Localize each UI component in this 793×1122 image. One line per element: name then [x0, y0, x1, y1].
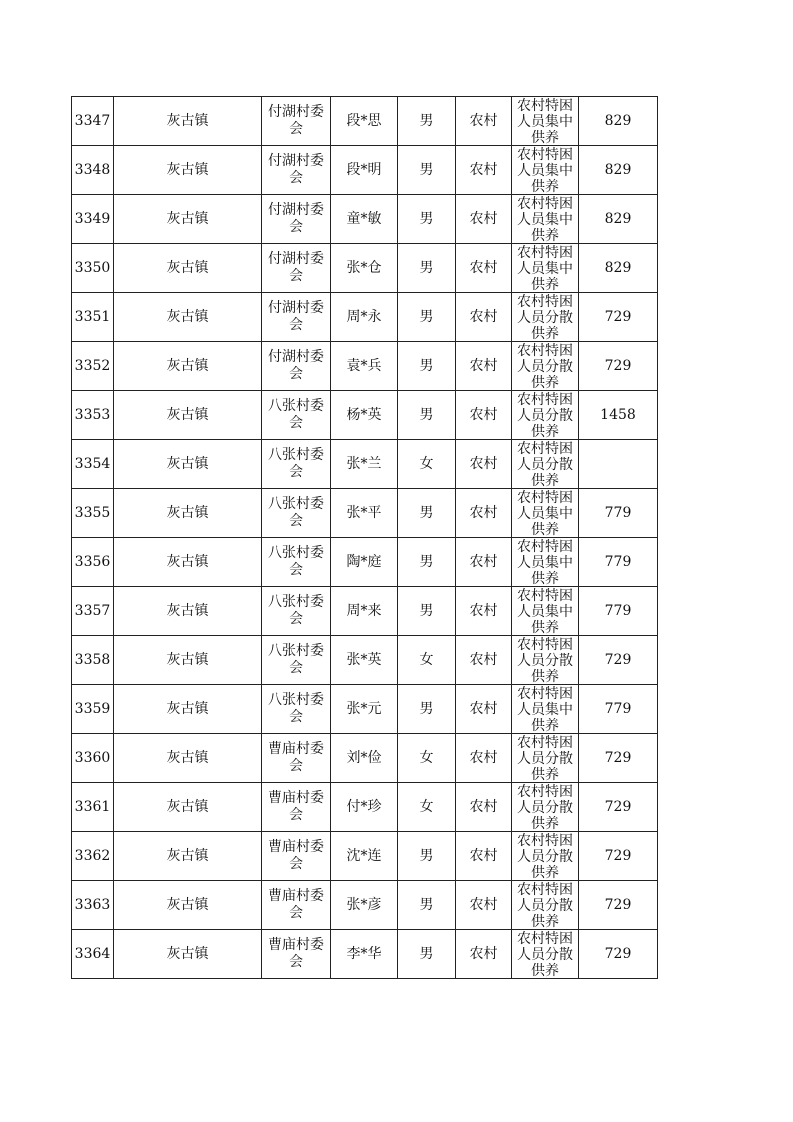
- cell-type-text: 农村特困人员集中供养: [517, 98, 573, 145]
- cell-type-text: 农村特困人员分散供养: [517, 441, 573, 488]
- cell-village-text: 付湖村委会: [268, 251, 324, 284]
- table-row: [72, 783, 658, 832]
- cell-sex: 男: [398, 244, 456, 293]
- cell-village-text: 曹庙村委会: [268, 790, 324, 823]
- cell-name: 沈*连: [331, 832, 398, 881]
- cell-sex: 女: [398, 440, 456, 489]
- cell-type-text: 农村特困人员集中供养: [517, 686, 573, 733]
- cell-village: [262, 342, 331, 391]
- cell-name: 周*来: [331, 587, 398, 636]
- cell-village: [262, 685, 331, 734]
- cell-area: 农村: [456, 685, 512, 734]
- cell-area: 农村: [456, 587, 512, 636]
- cell-type: [512, 587, 579, 636]
- cell-town: 灰古镇: [114, 734, 262, 783]
- cell-type-text: 农村特困人员分散供养: [517, 833, 573, 880]
- cell-type-text: 农村特困人员集中供养: [517, 245, 573, 292]
- cell-id: 3353: [72, 391, 114, 440]
- cell-town: 灰古镇: [114, 293, 262, 342]
- table-row: [72, 440, 658, 489]
- cell-area: 农村: [456, 734, 512, 783]
- cell-type-text: 农村特困人员分散供养: [517, 637, 573, 684]
- cell-sex: 男: [398, 97, 456, 146]
- cell-village: [262, 636, 331, 685]
- cell-name: 段*思: [331, 97, 398, 146]
- cell-town: 灰古镇: [114, 881, 262, 930]
- table-row: [72, 734, 658, 783]
- cell-town: 灰古镇: [114, 195, 262, 244]
- table-row: [72, 881, 658, 930]
- cell-amount: 829: [579, 97, 658, 146]
- cell-name: 袁*兵: [331, 342, 398, 391]
- cell-id: 3361: [72, 783, 114, 832]
- cell-type: [512, 342, 579, 391]
- cell-area: 农村: [456, 636, 512, 685]
- cell-village: [262, 195, 331, 244]
- cell-id: 3364: [72, 930, 114, 979]
- cell-type: [512, 146, 579, 195]
- cell-id: 3359: [72, 685, 114, 734]
- cell-village: [262, 489, 331, 538]
- cell-village-text: 曹庙村委会: [268, 839, 324, 872]
- cell-id: 3363: [72, 881, 114, 930]
- cell-id: 3358: [72, 636, 114, 685]
- cell-village: [262, 587, 331, 636]
- cell-sex: 男: [398, 832, 456, 881]
- roster-body: [72, 97, 658, 979]
- cell-village: [262, 538, 331, 587]
- cell-name: 刘*俭: [331, 734, 398, 783]
- cell-area: 农村: [456, 930, 512, 979]
- cell-village: [262, 146, 331, 195]
- cell-village-text: 付湖村委会: [268, 202, 324, 235]
- cell-sex: 男: [398, 146, 456, 195]
- cell-type: [512, 734, 579, 783]
- cell-amount: 829: [579, 244, 658, 293]
- cell-type-text: 农村特困人员集中供养: [517, 539, 573, 586]
- cell-type-text: 农村特困人员分散供养: [517, 931, 573, 978]
- cell-village-text: 八张村委会: [268, 692, 324, 725]
- cell-village-text: 曹庙村委会: [268, 741, 324, 774]
- cell-town: 灰古镇: [114, 538, 262, 587]
- cell-town: 灰古镇: [114, 489, 262, 538]
- cell-name: 张*彦: [331, 881, 398, 930]
- cell-area: 农村: [456, 391, 512, 440]
- table-row: [72, 587, 658, 636]
- table-row: [72, 244, 658, 293]
- cell-town: 灰古镇: [114, 146, 262, 195]
- cell-name: 张*平: [331, 489, 398, 538]
- cell-name: 张*元: [331, 685, 398, 734]
- cell-area: 农村: [456, 342, 512, 391]
- cell-id: 3350: [72, 244, 114, 293]
- cell-type-text: 农村特困人员分散供养: [517, 735, 573, 782]
- cell-name: 童*敏: [331, 195, 398, 244]
- cell-area: 农村: [456, 146, 512, 195]
- cell-village-text: 八张村委会: [268, 594, 324, 627]
- cell-type-text: 农村特困人员分散供养: [517, 392, 573, 439]
- table-row: [72, 342, 658, 391]
- cell-town: 灰古镇: [114, 832, 262, 881]
- cell-type: [512, 97, 579, 146]
- table-row: [72, 489, 658, 538]
- cell-type: [512, 783, 579, 832]
- cell-town: 灰古镇: [114, 342, 262, 391]
- cell-name: 张*兰: [331, 440, 398, 489]
- cell-village-text: 付湖村委会: [268, 104, 324, 137]
- cell-town: 灰古镇: [114, 440, 262, 489]
- cell-town: 灰古镇: [114, 244, 262, 293]
- cell-id: 3360: [72, 734, 114, 783]
- cell-area: 农村: [456, 881, 512, 930]
- cell-area: 农村: [456, 244, 512, 293]
- cell-amount: 729: [579, 783, 658, 832]
- cell-type: [512, 538, 579, 587]
- cell-type: [512, 636, 579, 685]
- cell-type: [512, 440, 579, 489]
- cell-sex: 男: [398, 538, 456, 587]
- cell-name: 陶*庭: [331, 538, 398, 587]
- table-row: [72, 293, 658, 342]
- cell-area: 农村: [456, 97, 512, 146]
- table-row: [72, 685, 658, 734]
- cell-amount: 729: [579, 930, 658, 979]
- cell-town: 灰古镇: [114, 587, 262, 636]
- cell-village: [262, 97, 331, 146]
- cell-id: 3349: [72, 195, 114, 244]
- cell-type: [512, 244, 579, 293]
- cell-sex: 男: [398, 489, 456, 538]
- cell-village: [262, 293, 331, 342]
- cell-type-text: 农村特困人员集中供养: [517, 196, 573, 243]
- cell-amount: [579, 440, 658, 489]
- cell-id: 3351: [72, 293, 114, 342]
- cell-village: [262, 881, 331, 930]
- cell-sex: 男: [398, 685, 456, 734]
- cell-type-text: 农村特困人员分散供养: [517, 882, 573, 929]
- table-row: [72, 930, 658, 979]
- table-row: [72, 146, 658, 195]
- cell-area: 农村: [456, 538, 512, 587]
- cell-type-text: 农村特困人员分散供养: [517, 294, 573, 341]
- cell-id: 3362: [72, 832, 114, 881]
- cell-village-text: 曹庙村委会: [268, 888, 324, 921]
- cell-town: 灰古镇: [114, 97, 262, 146]
- cell-name: 周*永: [331, 293, 398, 342]
- cell-id: 3355: [72, 489, 114, 538]
- cell-type-text: 农村特困人员集中供养: [517, 588, 573, 635]
- cell-village-text: 八张村委会: [268, 398, 324, 431]
- cell-village: [262, 391, 331, 440]
- cell-village: [262, 783, 331, 832]
- cell-village-text: 八张村委会: [268, 447, 324, 480]
- cell-village: [262, 440, 331, 489]
- cell-type: [512, 489, 579, 538]
- cell-id: 3352: [72, 342, 114, 391]
- cell-amount: 779: [579, 538, 658, 587]
- cell-village-text: 八张村委会: [268, 643, 324, 676]
- cell-sex: 女: [398, 636, 456, 685]
- cell-amount: 729: [579, 734, 658, 783]
- cell-type-text: 农村特困人员分散供养: [517, 784, 573, 831]
- cell-amount: 829: [579, 195, 658, 244]
- cell-sex: 女: [398, 734, 456, 783]
- cell-village-text: 付湖村委会: [268, 153, 324, 186]
- cell-village-text: 八张村委会: [268, 496, 324, 529]
- table-row: [72, 636, 658, 685]
- table-row: [72, 538, 658, 587]
- cell-sex: 男: [398, 881, 456, 930]
- cell-village-text: 曹庙村委会: [268, 937, 324, 970]
- cell-town: 灰古镇: [114, 783, 262, 832]
- cell-area: 农村: [456, 195, 512, 244]
- cell-type: [512, 930, 579, 979]
- table-row: [72, 195, 658, 244]
- cell-amount: 729: [579, 636, 658, 685]
- cell-village: [262, 734, 331, 783]
- roster-table: [71, 96, 658, 979]
- cell-area: 农村: [456, 783, 512, 832]
- cell-village: [262, 244, 331, 293]
- cell-amount: 779: [579, 587, 658, 636]
- table-row: [72, 391, 658, 440]
- cell-village-text: 付湖村委会: [268, 300, 324, 333]
- cell-type-text: 农村特困人员集中供养: [517, 147, 573, 194]
- cell-village: [262, 930, 331, 979]
- cell-amount: 729: [579, 881, 658, 930]
- cell-town: 灰古镇: [114, 930, 262, 979]
- cell-area: 农村: [456, 489, 512, 538]
- cell-area: 农村: [456, 293, 512, 342]
- cell-id: 3348: [72, 146, 114, 195]
- cell-type: [512, 391, 579, 440]
- cell-type: [512, 881, 579, 930]
- cell-id: 3354: [72, 440, 114, 489]
- cell-town: 灰古镇: [114, 685, 262, 734]
- cell-amount: 829: [579, 146, 658, 195]
- cell-sex: 女: [398, 783, 456, 832]
- cell-name: 李*华: [331, 930, 398, 979]
- cell-amount: 729: [579, 293, 658, 342]
- cell-amount: 729: [579, 832, 658, 881]
- cell-name: 张*仓: [331, 244, 398, 293]
- table-row: [72, 832, 658, 881]
- cell-sex: 男: [398, 195, 456, 244]
- table-row: [72, 97, 658, 146]
- cell-town: 灰古镇: [114, 636, 262, 685]
- cell-sex: 男: [398, 293, 456, 342]
- cell-town: 灰古镇: [114, 391, 262, 440]
- cell-name: 杨*英: [331, 391, 398, 440]
- cell-sex: 男: [398, 391, 456, 440]
- cell-village-text: 付湖村委会: [268, 349, 324, 382]
- cell-id: 3357: [72, 587, 114, 636]
- cell-village-text: 八张村委会: [268, 545, 324, 578]
- cell-area: 农村: [456, 832, 512, 881]
- cell-amount: 779: [579, 685, 658, 734]
- cell-type: [512, 195, 579, 244]
- cell-amount: 1458: [579, 391, 658, 440]
- cell-type-text: 农村特困人员集中供养: [517, 490, 573, 537]
- cell-type: [512, 293, 579, 342]
- cell-sex: 男: [398, 342, 456, 391]
- cell-id: 3356: [72, 538, 114, 587]
- cell-type: [512, 832, 579, 881]
- cell-amount: 729: [579, 342, 658, 391]
- cell-sex: 男: [398, 587, 456, 636]
- cell-amount: 779: [579, 489, 658, 538]
- cell-type-text: 农村特困人员分散供养: [517, 343, 573, 390]
- cell-name: 张*英: [331, 636, 398, 685]
- cell-name: 段*明: [331, 146, 398, 195]
- cell-sex: 男: [398, 930, 456, 979]
- cell-area: 农村: [456, 440, 512, 489]
- cell-type: [512, 685, 579, 734]
- cell-village: [262, 832, 331, 881]
- cell-id: 3347: [72, 97, 114, 146]
- cell-name: 付*珍: [331, 783, 398, 832]
